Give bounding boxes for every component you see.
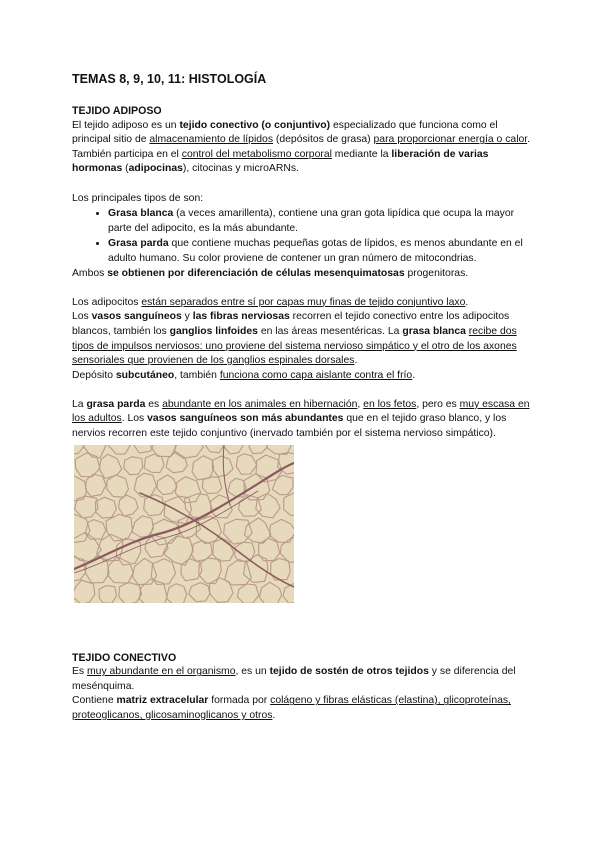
text-run: Es: [72, 666, 88, 678]
text-run: .: [354, 355, 358, 367]
text-run: . Los: [121, 413, 148, 425]
paragraph: [72, 119, 534, 177]
text-run: .: [272, 710, 276, 722]
text-run: (: [122, 163, 129, 175]
underlined-text: abundante en los animales en hibernación: [162, 398, 358, 410]
bold-text: vasos sanguíneos son más abundantes: [147, 413, 344, 425]
text-run: (depósitos de grasa): [273, 134, 374, 146]
underlined-text: muy abundante en el organismo: [87, 666, 236, 678]
bold-text: Grasa parda: [108, 238, 169, 250]
text-run: Los: [72, 311, 92, 323]
text-run: en las áreas mesentéricas. La: [257, 325, 403, 337]
text-run: .: [465, 296, 469, 308]
paragraph: [72, 665, 534, 694]
bold-text: grasa parda: [86, 398, 146, 410]
bold-text: adipocinas: [128, 163, 183, 175]
underlined-text: recibe dos tipos de impulsos nerviosos: uno proviene del sistema nervioso simpático y el otro de los axones sensoriales que provienen de los ganglios espinales dorsales: [72, 325, 517, 367]
bold-text: se obtienen por diferenciación de células mesenquimatosas: [107, 267, 405, 279]
underlined-text: funciona como capa aislante contra el frío: [219, 369, 413, 381]
adipose-tissue-micrograph: [74, 445, 294, 603]
bold-text: tejido conectivo (o conjuntivo): [179, 119, 331, 131]
underlined-text: control del metabolismo corporal: [181, 148, 332, 160]
text-run: Depósito: [72, 369, 116, 381]
text-run: Contiene: [72, 695, 117, 707]
bold-text: ganglios linfoides: [169, 325, 258, 337]
text-run: y se diferencia del mesénquima.: [72, 666, 516, 692]
paragraph: [72, 296, 534, 311]
text-run: (a veces amarillenta), contiene una gran gota lipídica que ocupa la mayor parte del adipocito, es la más abundante.: [108, 208, 515, 234]
underlined-text: están separados entre sí por capas muy finas de tejido conjuntivo laxo: [141, 296, 466, 308]
bold-text: tejido de sostén de otros tejidos: [269, 666, 429, 678]
bold-text: Grasa blanca: [108, 208, 174, 220]
text-run: mediante la: [331, 148, 392, 160]
underlined-text: muy escasa en los adultos: [72, 398, 530, 425]
text-run: .: [412, 369, 416, 381]
text-run: ), citocinas y microARNs.: [182, 163, 299, 175]
paragraph: [72, 398, 534, 442]
bold-text: liberación de varias hormonas: [72, 148, 489, 175]
bold-text: las fibras nerviosas: [192, 311, 290, 323]
underlined-text: colágeno y fibras elásticas (elastina), glicoproteínas, proteoglicanos, glicosaminoglicanos y otros: [72, 695, 511, 722]
text-run: , también: [174, 369, 220, 381]
underlined-text: en los fetos: [363, 398, 417, 410]
section-heading-connective: TEJIDO CONECTIVO: [72, 651, 177, 664]
section-heading-adipose: TEJIDO ADIPOSO: [72, 105, 162, 117]
text-run: El tejido adiposo es un: [72, 119, 180, 131]
paragraph: [72, 192, 534, 207]
text-run: , es un: [235, 666, 270, 678]
document-body: [72, 104, 534, 724]
paragraph: [72, 267, 534, 282]
list-item: [108, 206, 534, 236]
text-run: Ambos: [72, 267, 108, 279]
bold-text: subcutáneo: [115, 369, 175, 381]
text-run: y: [181, 311, 193, 323]
underlined-text: para proporcionar energía o calor: [373, 134, 528, 146]
paragraph: [72, 369, 534, 384]
text-run: ,: [357, 398, 364, 410]
text-run: La: [72, 398, 87, 410]
text-run: que contiene muchas pequeñas gotas de lípidos, es menos abundante en el adulto humano. Su color proviene de contener un gran número de mitocondrias.: [108, 238, 523, 264]
text-run: especializado que funciona como el principal sitio de: [72, 119, 498, 146]
text-run: progenitoras.: [404, 267, 469, 279]
text-run: , pero es: [416, 398, 460, 410]
paragraph: [72, 694, 534, 723]
text-run: es: [145, 398, 163, 410]
text-run: Los adipocitos: [72, 296, 142, 308]
list-item: [108, 236, 534, 266]
underlined-text: almacenamiento de lípidos: [149, 134, 274, 146]
text-run: . También participa en el: [72, 134, 531, 160]
page-title: TEMAS 8, 9, 10, 11: HISTOLOGÍA: [72, 72, 267, 86]
text-run: que en el tejido graso blanco, y los nervios recorren este tejido conjuntivo (inervado también por el sistema nervioso simpático).: [72, 413, 507, 440]
text-run: formada por: [208, 695, 271, 707]
bold-text: grasa blanca: [402, 325, 466, 337]
text-run: recorren el tejido conectivo entre los adipocitos blancos, también los: [72, 311, 510, 337]
bold-text: vasos sanguíneos: [91, 311, 182, 323]
bold-text: matriz extracelular: [116, 695, 209, 707]
bullet-list: [72, 206, 534, 266]
paragraph: [72, 310, 534, 368]
text-run: Los principales tipos de son:: [72, 192, 204, 204]
